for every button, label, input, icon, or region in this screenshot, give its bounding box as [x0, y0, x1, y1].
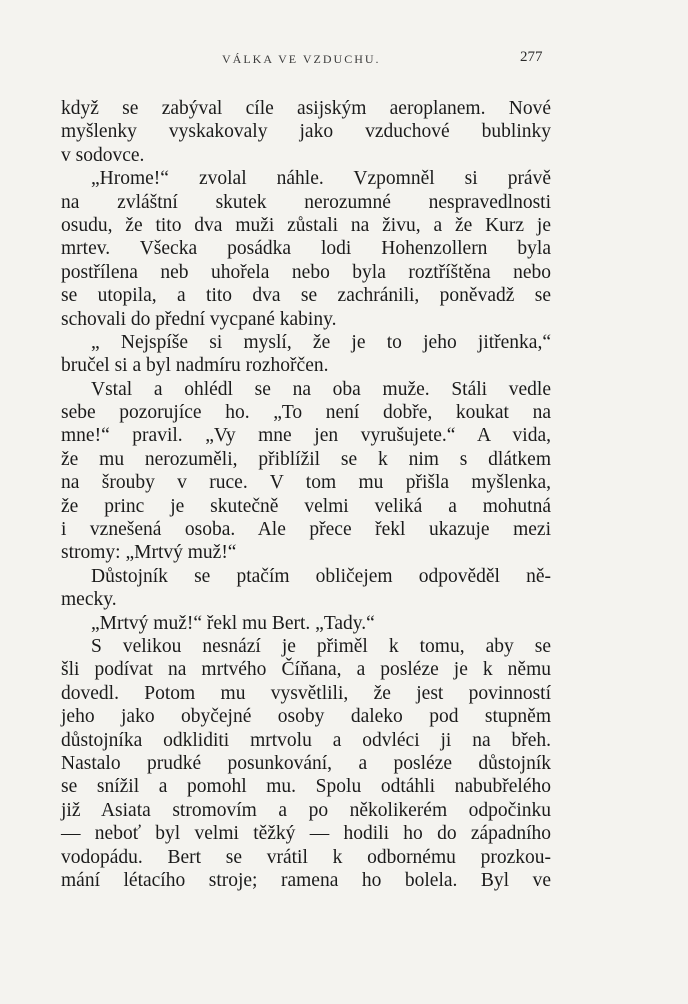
text-line: Důstojník se ptačím obličejem odpověděl ně- — [91, 565, 551, 587]
text-line: mrtev. Všecka posádka lodi Hohenzollern byla — [61, 238, 551, 260]
running-title: VÁLKA VE VZDUCHU. — [222, 52, 381, 66]
text-line: S velikou nesnází je přiměl k tomu, aby se — [91, 635, 551, 657]
text-line: Nastalo prudké posunkování, a posléze důstojník — [61, 752, 551, 774]
text-line: i vznešená osoba. Ale přece řekl ukazuje mezi — [61, 519, 551, 541]
text-line: „Mrtvý muž!“ řekl mu Bert. „Tady.“ — [91, 612, 375, 634]
text-line: důstojníka odkliditi mrtvolu a odvléci ji na břeh. — [61, 729, 551, 751]
text-line: bručel si a byl nadmíru rozhořčen. — [61, 355, 329, 377]
page-number: 277 — [520, 49, 543, 65]
text-line: na zvláštní skutek nerozumné nespravedlnosti — [61, 191, 551, 213]
body-text — [61, 97, 551, 892]
text-line: schovali do přední vycpané kabiny. — [61, 308, 337, 330]
text-line: mne!“ pravil. „Vy mne jen vyrušujete.“ A vida, — [61, 425, 551, 447]
text-line: — neboť byl velmi těžký — hodili ho do západního — [61, 823, 551, 845]
text-line: se snížil a pomohl mu. Spolu odtáhli nabubřelého — [61, 776, 551, 798]
text-line: když se zabýval cíle asijským aeroplanem. Nové — [61, 98, 551, 119]
text-line: již Asiata stromovím a po několikerém odpočinku — [61, 799, 551, 821]
text-line: v sodovce. — [61, 144, 145, 166]
text-line: šli podívat na mrtvého Číňana, a posléze je k němu — [61, 659, 551, 681]
text-line: že princ je skutečně velmi veliká a mohutná — [61, 495, 551, 517]
text-line: stromy: „Mrtvý muž!“ — [61, 542, 237, 564]
text-line: sebe pozorujíce ho. „To není dobře, koukat na — [61, 402, 551, 424]
text-line: jeho jako obyčejné osoby daleko pod stupněm — [61, 706, 551, 728]
text-line: myšlenky vyskakovaly jako vzduchové bublinky — [61, 121, 551, 143]
text-line: vodopádu. Bert se vrátil k odbornému prozkou- — [61, 846, 551, 868]
text-line: Vstal a ohlédl se na oba muže. Stáli vedle — [91, 378, 551, 400]
text-line: „Hrome!“ zvolal náhle. Vzpomněl si právě — [91, 168, 551, 190]
page-header — [0, 48, 688, 72]
text-line: „ Nejspíše si myslí, že je to jeho jitřenka,“ — [91, 331, 551, 353]
text-line: se utopila, a tito dva se zachránili, poněvadž se — [61, 285, 551, 307]
text-line: mecky. — [61, 589, 117, 611]
text-line: na šrouby v ruce. V tom mu přišla myšlenka, — [61, 472, 551, 494]
text-line: mání létacího stroje; ramena ho bolela. Byl ve — [61, 869, 551, 891]
text-line: dovedl. Potom mu vysvětlili, že jest povinností — [61, 682, 551, 704]
text-line: že mu nerozuměli, přiblížil se k nim s dlátkem — [61, 448, 551, 470]
text-line: osudu, že tito dva muži zůstali na živu, a že Kurz je — [61, 214, 551, 236]
text-line: postřílena neb uhořela nebo byla roztříštěna nebo — [61, 261, 551, 283]
